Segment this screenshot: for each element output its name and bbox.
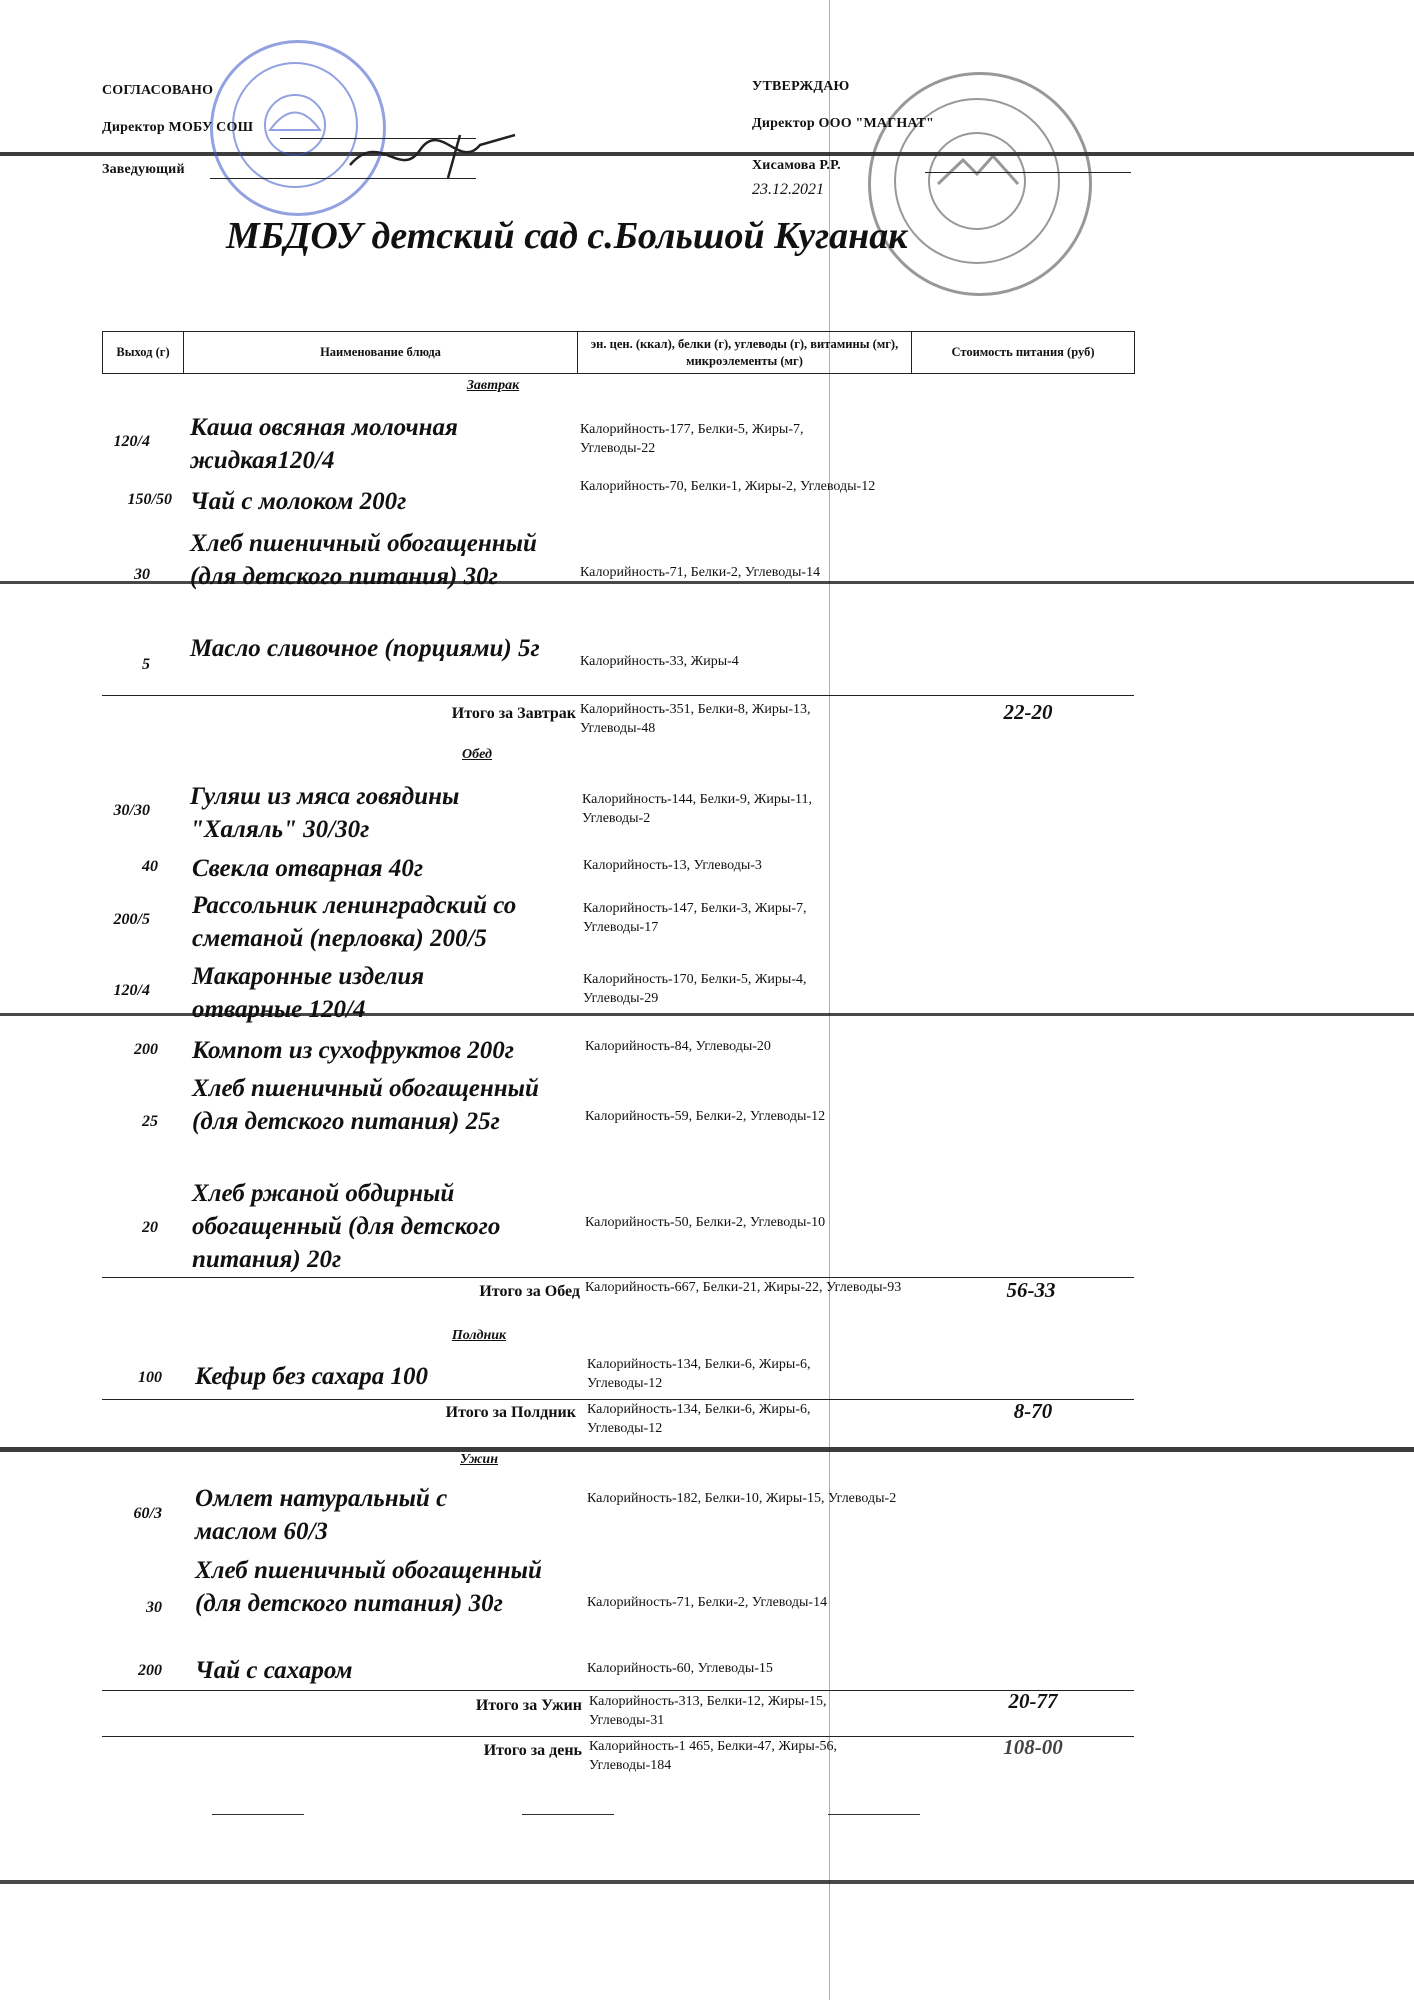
- section-total-cost: 56-33: [1006, 1278, 1056, 1302]
- item-yield: 200: [138, 1662, 162, 1679]
- scan-noise-line: [0, 1880, 1414, 1884]
- item-dish: Масло сливочное (порциями) 5г: [190, 635, 540, 662]
- item-dish: Хлеб пшеничный обогащенный (для детского питания) 30г: [190, 530, 537, 590]
- item-nutrition: Калорийность-50, Белки-2, Углеводы-10: [585, 1215, 826, 1230]
- section-total-nutrition: Калорийность-134, Белки-6, Жиры-6, Углеводы-12: [587, 1402, 811, 1436]
- item-dish: Чай с сахаром: [195, 1657, 353, 1684]
- item-dish: Компот из сухофруктов 200г: [192, 1037, 515, 1064]
- item-yield: 5: [142, 656, 150, 673]
- section-total-cost: 22-20: [1003, 700, 1053, 724]
- item-yield: 25: [142, 1113, 158, 1130]
- signature-line: [925, 172, 1131, 173]
- section-total-cost: 20-77: [1008, 1689, 1058, 1713]
- footer-signature-line: [212, 1814, 304, 1815]
- page-title: МБДОУ детский сад с.Большой Куганак: [226, 215, 908, 257]
- section-total-nutrition: Калорийность-313, Белки-12, Жиры-15, Углеводы-31: [589, 1694, 827, 1728]
- approval-left-line1: Директор МОБУ СОШ: [102, 120, 254, 135]
- header-nutrition: эн. цен. (ккал), белки (г), углеводы (г), витамины (мг), микроэлементы (мг): [578, 332, 912, 374]
- item-yield: 200: [134, 1041, 158, 1058]
- item-nutrition: Калорийность-144, Белки-9, Жиры-11, Углеводы-2: [582, 792, 812, 826]
- item-nutrition: Калорийность-71, Белки-2, Углеводы-14: [580, 565, 821, 580]
- item-yield: 40: [142, 858, 158, 875]
- approval-right-heading: УТВЕРЖДАЮ: [752, 79, 850, 94]
- header-dish: Наименование блюда: [184, 332, 578, 374]
- item-dish: Кефир без сахара 100: [195, 1363, 428, 1390]
- section-title-breakfast: Завтрак: [466, 378, 520, 393]
- item-yield: 30: [146, 1599, 162, 1616]
- item-dish: Каша овсяная молочная жидкая120/4: [190, 414, 458, 474]
- item-nutrition: Калорийность-147, Белки-3, Жиры-7, Углеводы-17: [583, 901, 807, 935]
- item-nutrition: Калорийность-60, Углеводы-15: [587, 1661, 773, 1676]
- day-total-cost: 108-00: [1003, 1735, 1063, 1759]
- item-yield: 120/4: [113, 982, 150, 999]
- approval-left-line2: Заведующий: [102, 162, 185, 177]
- item-yield: 30: [134, 566, 150, 583]
- item-yield: 120/4: [113, 433, 150, 450]
- item-nutrition: Калорийность-134, Белки-6, Жиры-6, Углеводы-12: [587, 1357, 811, 1391]
- item-yield: 100: [138, 1369, 162, 1386]
- item-dish: Хлеб пшеничный обогащенный (для детского питания) 25г: [192, 1075, 539, 1135]
- item-yield: 60/3: [133, 1505, 162, 1522]
- item-dish: Рассольник ленинградский со сметаной (перловка) 200/5: [192, 892, 517, 952]
- item-dish: Макаронные изделия отварные 120/4: [192, 963, 425, 1023]
- section-total-label: Итого за Полдник: [445, 1404, 576, 1421]
- approval-date: 23.12.2021: [752, 181, 824, 198]
- handwritten-signature-icon: [340, 120, 530, 190]
- item-dish: Омлет натуральный с маслом 60/3: [195, 1485, 448, 1545]
- header-cost: Стоимость питания (руб): [912, 332, 1135, 374]
- footer-signature-line: [522, 1814, 614, 1815]
- item-nutrition: Калорийность-33, Жиры-4: [580, 654, 739, 669]
- section-total-label: Итого за Ужин: [475, 1697, 582, 1714]
- item-dish: Хлеб ржаной обдирный обогащенный (для детского питания) 20г: [192, 1180, 501, 1273]
- section-total-nutrition: Калорийность-351, Белки-8, Жиры-13, Углеводы-48: [580, 702, 811, 736]
- section-total-cost: 8-70: [1013, 1399, 1053, 1423]
- section-total-nutrition: Калорийность-667, Белки-21, Жиры-22, Углеводы-93: [585, 1280, 902, 1295]
- scan-noise-line: [0, 1447, 1414, 1452]
- item-dish: Хлеб пшеничный обогащенный (для детского питания) 30г: [195, 1557, 542, 1617]
- round-seal-company-icon: [868, 72, 1092, 296]
- item-nutrition: Калорийность-71, Белки-2, Углеводы-14: [587, 1595, 828, 1610]
- section-total-label: Итого за Обед: [479, 1283, 580, 1300]
- footer-signature-line: [828, 1814, 920, 1815]
- item-nutrition: Калорийность-70, Белки-1, Жиры-2, Углеводы-12: [580, 479, 876, 494]
- item-dish: Гуляш из мяса говядины "Халяль" 30/30г: [190, 783, 460, 843]
- day-total-nutrition: Калорийность-1 465, Белки-47, Жиры-56, Углеводы-184: [589, 1739, 837, 1773]
- approval-right-line2: Хисамова Р.Р.: [752, 158, 841, 173]
- section-title-lunch: Обед: [462, 747, 492, 762]
- approval-left-heading: СОГЛАСОВАНО: [102, 83, 214, 98]
- item-dish: Свекла отварная 40г: [192, 855, 424, 882]
- approval-right-line1: Директор ООО "МАГНАТ": [752, 116, 934, 131]
- item-dish: Чай с молоком 200г: [190, 488, 407, 515]
- header-yield: Выход (г): [103, 332, 184, 374]
- day-total-label: Итого за день: [483, 1742, 582, 1759]
- item-nutrition: Калорийность-59, Белки-2, Углеводы-12: [585, 1109, 826, 1124]
- item-yield: 30/30: [113, 802, 150, 819]
- item-yield: 200/5: [113, 911, 150, 928]
- row-separator: [102, 695, 1134, 696]
- item-yield: 150/50: [127, 491, 172, 508]
- item-nutrition: Калорийность-177, Белки-5, Жиры-7, Углеводы-22: [580, 422, 804, 456]
- item-nutrition: Калорийность-170, Белки-5, Жиры-4, Углеводы-29: [583, 972, 807, 1006]
- section-title-dinner: Ужин: [460, 1452, 498, 1467]
- section-title-snack: Полдник: [451, 1328, 507, 1343]
- item-nutrition: Калорийность-84, Углеводы-20: [585, 1039, 771, 1054]
- item-nutrition: Калорийность-182, Белки-10, Жиры-15, Углеводы-2: [587, 1491, 897, 1506]
- item-nutrition: Калорийность-13, Углеводы-3: [583, 858, 762, 873]
- menu-table-header: [102, 331, 1135, 374]
- section-total-label: Итого за Завтрак: [451, 705, 576, 722]
- item-yield: 20: [142, 1219, 158, 1236]
